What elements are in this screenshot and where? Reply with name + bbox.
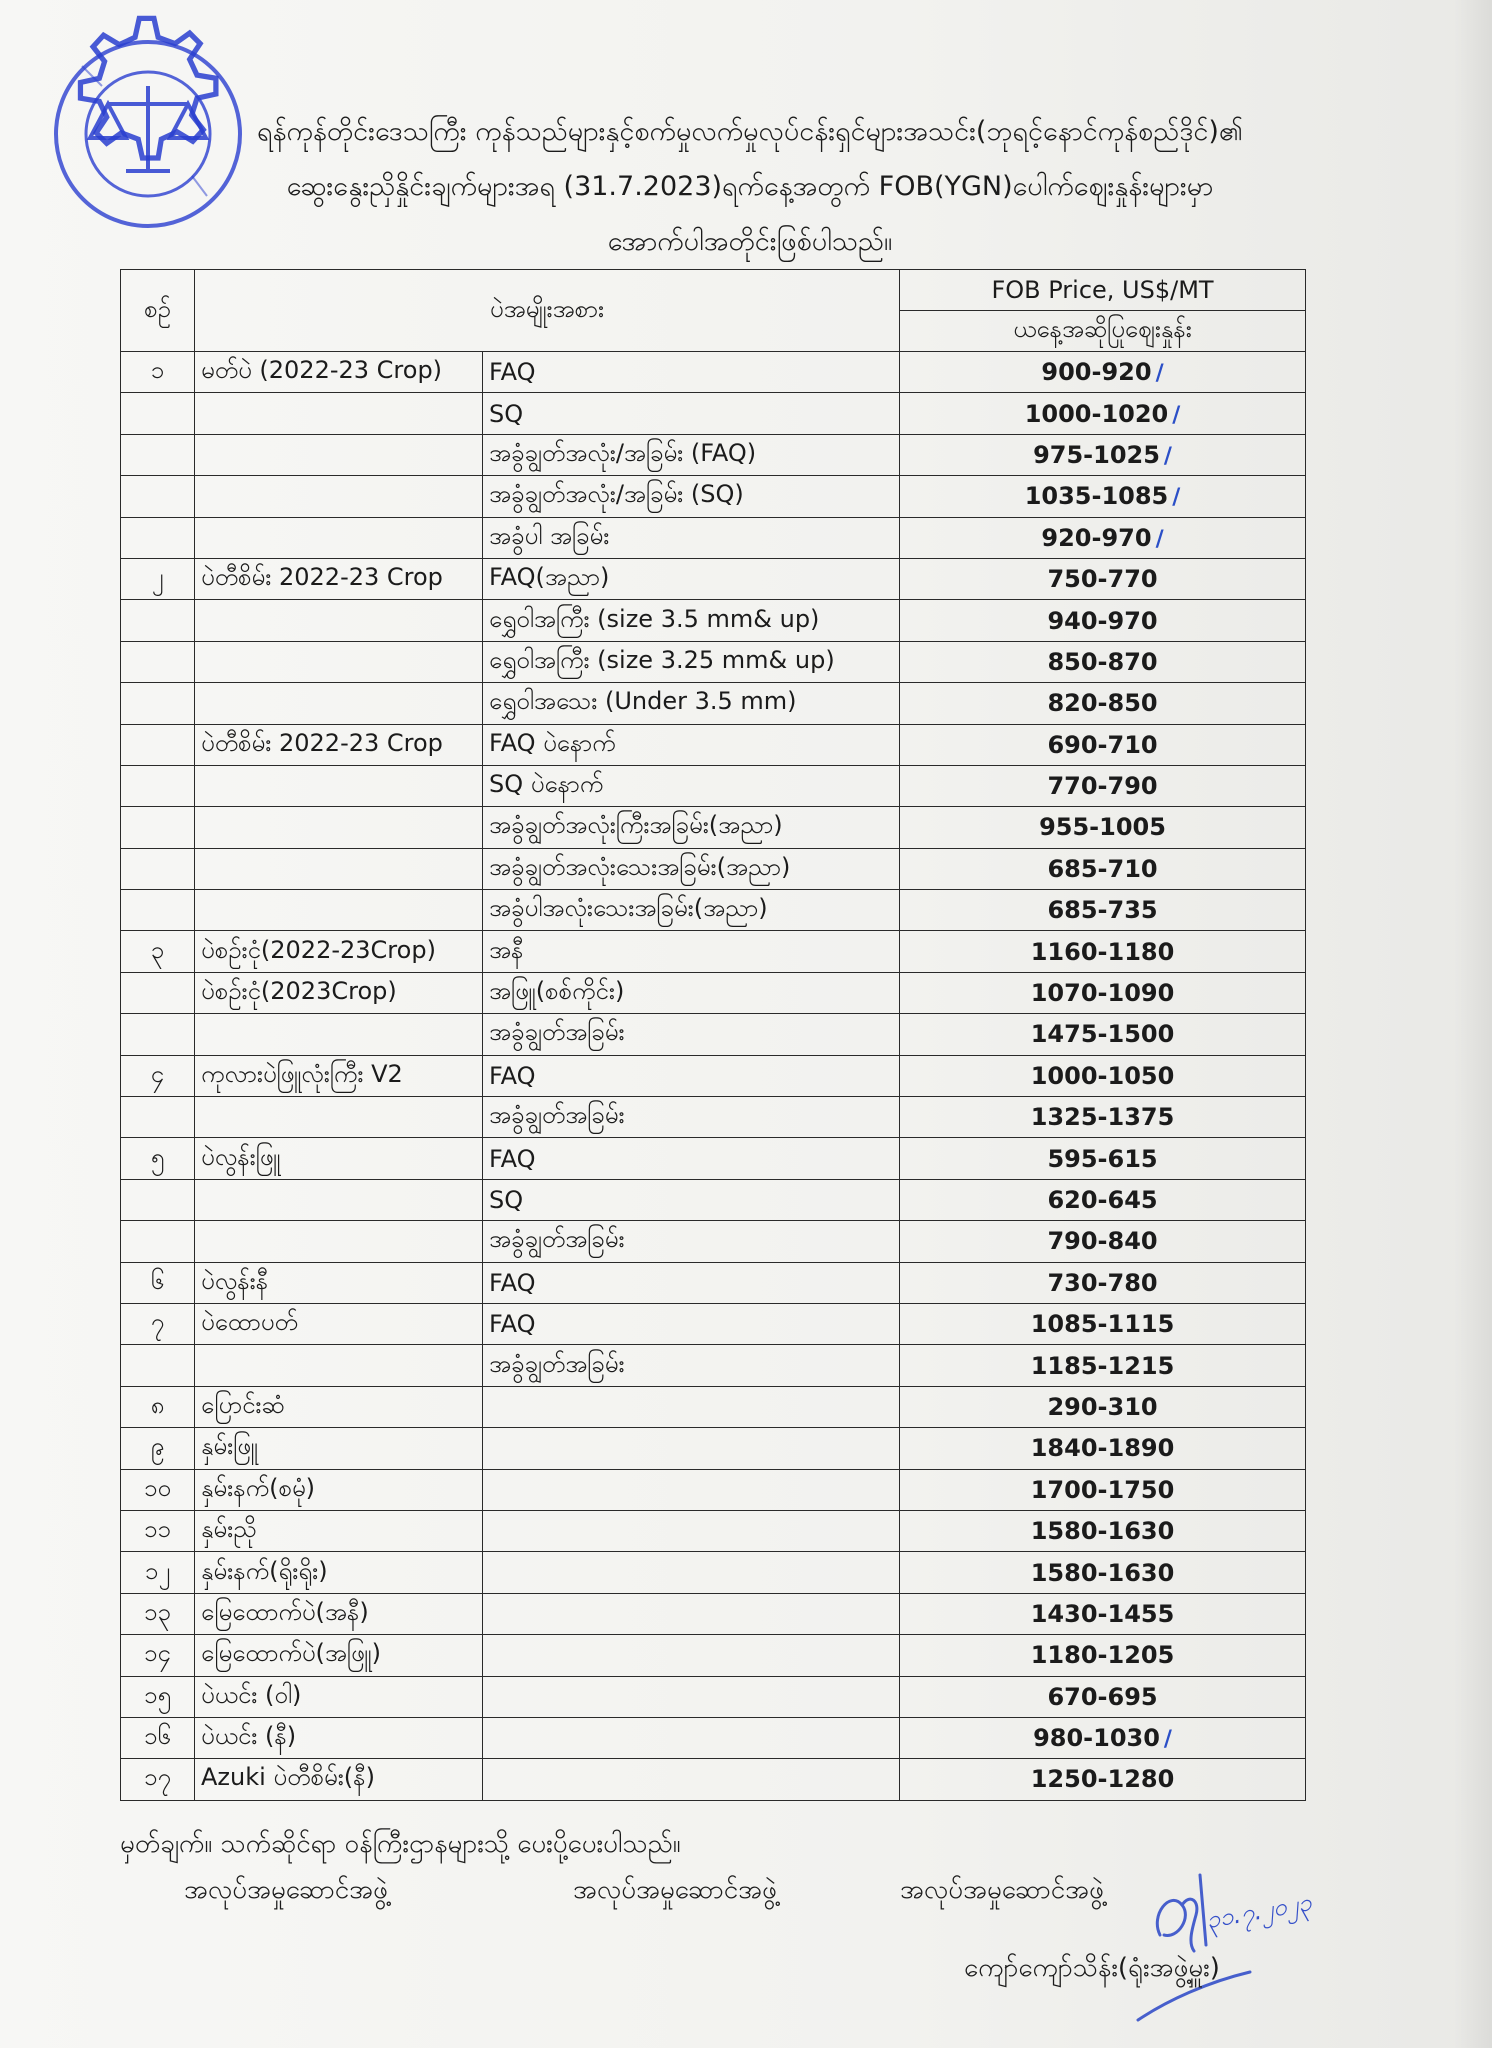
- table-row: [121, 517, 1306, 558]
- row-grade: FAQ: [483, 352, 900, 393]
- row-item: [195, 1221, 483, 1262]
- document-header: [120, 104, 1380, 269]
- row-price-cell: [900, 807, 1306, 848]
- table-row: [121, 434, 1306, 475]
- row-number: ၄: [121, 1055, 195, 1096]
- row-price-cell: [900, 1179, 1306, 1220]
- row-number: ၁၆: [121, 1717, 195, 1758]
- row-grade: FAQ: [483, 1055, 900, 1096]
- row-number: ၅: [121, 1138, 195, 1179]
- row-price: 750-770: [1047, 565, 1158, 594]
- fob-price-table: [120, 269, 1306, 1801]
- table-body: [121, 352, 1306, 1801]
- row-item: ပဲစဉ်းငုံ(2022-23Crop): [195, 931, 483, 972]
- row-price: 290-310: [1047, 1392, 1158, 1421]
- row-price-cell: [900, 352, 1306, 393]
- table-row: [121, 1055, 1306, 1096]
- row-grade: အဖြူ(စစ်ကိုင်း): [483, 972, 900, 1013]
- row-number: [121, 434, 195, 475]
- row-number: ၁၃: [121, 1593, 195, 1634]
- row-number: ၁၀: [121, 1469, 195, 1510]
- row-price-cell: [900, 517, 1306, 558]
- row-price-cell: [900, 1469, 1306, 1510]
- table-row: [121, 848, 1306, 889]
- table-row: [121, 1345, 1306, 1386]
- row-number: ၁၂: [121, 1552, 195, 1593]
- table-row: [121, 1510, 1306, 1551]
- row-price-cell: [900, 641, 1306, 682]
- row-grade: အခွံချွတ်အခြမ်း: [483, 1345, 900, 1386]
- row-number: [121, 848, 195, 889]
- row-number: ၃: [121, 931, 195, 972]
- row-price: 685-735: [1047, 896, 1158, 925]
- row-grade: [483, 1469, 900, 1510]
- row-price: 1070-1090: [1030, 979, 1175, 1008]
- row-number: ၂: [121, 558, 195, 599]
- row-number: [121, 1097, 195, 1138]
- table-row: [121, 1428, 1306, 1469]
- row-price: 955-1005: [1039, 813, 1166, 842]
- table-row: [121, 1469, 1306, 1510]
- row-price-cell: [900, 1345, 1306, 1386]
- row-grade: [483, 1386, 900, 1427]
- row-number: ၇: [121, 1303, 195, 1344]
- table-row: [121, 558, 1306, 599]
- row-item: [195, 765, 483, 806]
- row-price: 1035-1085: [1024, 482, 1169, 511]
- row-price: 1840-1890: [1030, 1434, 1175, 1463]
- row-item: [195, 517, 483, 558]
- row-price: 790-840: [1047, 1227, 1158, 1256]
- table-row: [121, 724, 1306, 765]
- row-grade: SQ: [483, 393, 900, 434]
- row-item: [195, 641, 483, 682]
- row-item: [195, 1097, 483, 1138]
- row-price: 685-710: [1047, 854, 1158, 883]
- table-row: [121, 1386, 1306, 1427]
- table-row: [121, 1262, 1306, 1303]
- row-item: [195, 434, 483, 475]
- row-price-cell: [900, 1676, 1306, 1717]
- row-number: [121, 1014, 195, 1055]
- row-price-cell: [900, 434, 1306, 475]
- table-row: [121, 1138, 1306, 1179]
- column-header-price-sub: ယနေ့အဆိုပြုဈေးနှုန်း: [900, 311, 1306, 352]
- row-price-cell: [900, 1221, 1306, 1262]
- table-row: [121, 1014, 1306, 1055]
- row-price-cell: [900, 1097, 1306, 1138]
- row-grade: အခွံချွတ်အလုံးသေးအခြမ်း(အညာ): [483, 848, 900, 889]
- row-item: နှမ်းနက်(ရိုးရိုး): [195, 1552, 483, 1593]
- row-grade: FAQ(အညာ): [483, 558, 900, 599]
- column-header-item: ပဲအမျိုးအစား: [195, 270, 900, 352]
- row-item: [195, 1179, 483, 1220]
- check-mark-icon: /: [1172, 402, 1181, 428]
- row-number: [121, 890, 195, 931]
- row-item: နှမ်းညို: [195, 1510, 483, 1551]
- row-item: Azuki ပဲတီစိမ်း(နီ): [195, 1759, 483, 1800]
- row-item: [195, 393, 483, 434]
- row-number: [121, 1179, 195, 1220]
- row-price: 1180-1205: [1030, 1641, 1175, 1670]
- table-row: [121, 1179, 1306, 1220]
- row-number: [121, 724, 195, 765]
- row-price: 1000-1020: [1024, 399, 1169, 428]
- row-price-cell: [900, 1593, 1306, 1634]
- row-price-cell: [900, 1055, 1306, 1096]
- row-price-cell: [900, 890, 1306, 931]
- row-item: မတ်ပဲ (2022-23 Crop): [195, 352, 483, 393]
- row-item: [195, 476, 483, 517]
- row-grade: [483, 1593, 900, 1634]
- signature-label-3: အလုပ်အမှုဆောင်အဖွဲ့: [900, 1875, 1104, 1905]
- row-price: 1430-1455: [1030, 1599, 1175, 1628]
- row-number: [121, 683, 195, 724]
- row-item: ပဲစဉ်းငုံ(2023Crop): [195, 972, 483, 1013]
- row-grade: [483, 1510, 900, 1551]
- row-price: 1700-1750: [1030, 1475, 1175, 1504]
- table-row: [121, 1676, 1306, 1717]
- table-row: [121, 1759, 1306, 1800]
- row-grade: အခွံချွတ်အခြမ်း: [483, 1014, 900, 1055]
- row-price-cell: [900, 972, 1306, 1013]
- row-number: ၁: [121, 352, 195, 393]
- handwritten-date: ၃၁.၇.၂၀၂၃: [1204, 1888, 1314, 1935]
- row-price: 900-920: [1041, 358, 1152, 387]
- check-mark-icon: /: [1155, 361, 1164, 387]
- row-price-cell: [900, 765, 1306, 806]
- header-line-1: ရန်ကုန်တိုင်းဒေသကြီး ကုန်သည်များနှင့်စက်မှုလက်မှုလုပ်ငန်းရှင်များအသင်း(ဘုရင့်နောင်ကုန်စည်ဒိုင်)၏: [257, 116, 1243, 147]
- row-grade: SQ: [483, 1179, 900, 1220]
- table-row: [121, 931, 1306, 972]
- row-price: 850-870: [1047, 647, 1158, 676]
- signature-label-2: အလုပ်အမှုဆောင်အဖွဲ့: [573, 1875, 777, 1905]
- row-item: ပဲလွန်းဖြူ: [195, 1138, 483, 1179]
- row-grade: အခွံချွတ်အလုံး/အခြမ်း (SQ): [483, 476, 900, 517]
- row-price-cell: [900, 1262, 1306, 1303]
- table-row: [121, 1635, 1306, 1676]
- row-grade: [483, 1635, 900, 1676]
- row-price: 1580-1630: [1030, 1558, 1175, 1587]
- row-item: [195, 683, 483, 724]
- row-grade: အနီ: [483, 931, 900, 972]
- row-price: 770-790: [1047, 772, 1158, 801]
- row-grade: FAQ ပဲနောက်: [483, 724, 900, 765]
- row-price: 1085-1115: [1030, 1310, 1175, 1339]
- row-grade: အခွံချွတ်အလုံးကြီးအခြမ်း(အညာ): [483, 807, 900, 848]
- row-price: 1185-1215: [1030, 1351, 1175, 1380]
- row-price: 730-780: [1047, 1268, 1158, 1297]
- table-row: [121, 890, 1306, 931]
- row-price: 1250-1280: [1030, 1765, 1175, 1794]
- row-grade: FAQ: [483, 1138, 900, 1179]
- row-price-cell: [900, 558, 1306, 599]
- row-price: 940-970: [1047, 606, 1158, 635]
- row-number: ၆: [121, 1262, 195, 1303]
- table-row: [121, 1552, 1306, 1593]
- paper-edge-shadow: [1454, 0, 1492, 2048]
- row-price: 690-710: [1047, 730, 1158, 759]
- row-price-cell: [900, 1386, 1306, 1427]
- table-row: [121, 683, 1306, 724]
- row-number: [121, 1345, 195, 1386]
- row-item: [195, 1014, 483, 1055]
- row-number: [121, 476, 195, 517]
- table-row: [121, 1717, 1306, 1758]
- row-grade: ရွှေဝါအသေး (Under 3.5 mm): [483, 683, 900, 724]
- table-row: [121, 1303, 1306, 1344]
- row-item: ပဲထောပတ်: [195, 1303, 483, 1344]
- secretary-name: ကျော်ကျော်သိန်း(ရုံးအဖွဲ့မှူး): [964, 1953, 1220, 1983]
- table-row: [121, 1097, 1306, 1138]
- row-price-cell: [900, 683, 1306, 724]
- row-price-cell: [900, 1138, 1306, 1179]
- row-number: ၁၅: [121, 1676, 195, 1717]
- row-item: ပဲတီစိမ်း 2022-23 Crop: [195, 558, 483, 599]
- row-price: 1325-1375: [1030, 1103, 1175, 1132]
- handwritten-signature: [1120, 1845, 1350, 2035]
- row-price: 920-970: [1041, 523, 1152, 552]
- row-item: [195, 807, 483, 848]
- row-grade: [483, 1717, 900, 1758]
- row-grade: FAQ: [483, 1262, 900, 1303]
- row-price-cell: [900, 476, 1306, 517]
- row-price-cell: [900, 600, 1306, 641]
- row-price-cell: [900, 1510, 1306, 1551]
- row-item: ပဲယင်း (ဝါ): [195, 1676, 483, 1717]
- row-number: ၉: [121, 1428, 195, 1469]
- row-item: [195, 1345, 483, 1386]
- row-number: ၁၇: [121, 1759, 195, 1800]
- row-grade: အခွံချွတ်အလုံး/အခြမ်း (FAQ): [483, 434, 900, 475]
- row-grade: ရွှေဝါအကြီး (size 3.5 mm& up): [483, 600, 900, 641]
- table-row: [121, 476, 1306, 517]
- row-grade: FAQ: [483, 1303, 900, 1344]
- row-item: ကုလားပဲဖြူလုံးကြီး V2: [195, 1055, 483, 1096]
- row-price: 1000-1050: [1030, 1061, 1175, 1090]
- table-row: [121, 972, 1306, 1013]
- row-number: [121, 807, 195, 848]
- row-grade: [483, 1759, 900, 1800]
- row-number: [121, 765, 195, 806]
- row-number: [121, 393, 195, 434]
- row-price-cell: [900, 724, 1306, 765]
- row-item: ပြောင်းဆံ: [195, 1386, 483, 1427]
- table-row: [121, 1593, 1306, 1634]
- row-price-cell: [900, 1717, 1306, 1758]
- column-header-price: FOB Price, US$/MT: [900, 270, 1306, 311]
- row-item: ပဲယင်း (နီ): [195, 1717, 483, 1758]
- row-grade: အခွံချွတ်အခြမ်း: [483, 1221, 900, 1262]
- column-header-no: စဉ်: [121, 270, 195, 352]
- check-mark-icon: /: [1163, 443, 1172, 469]
- row-number: [121, 972, 195, 1013]
- row-grade: SQ ပဲနောက်: [483, 765, 900, 806]
- row-grade: အခွံပါ အခြမ်း: [483, 517, 900, 558]
- row-item: [195, 890, 483, 931]
- row-price-cell: [900, 393, 1306, 434]
- table-row: [121, 1221, 1306, 1262]
- signature-label-1: အလုပ်အမှုဆောင်အဖွဲ့: [184, 1875, 388, 1905]
- check-mark-icon: /: [1163, 1727, 1172, 1753]
- row-price-cell: [900, 931, 1306, 972]
- row-grade: အခွံပါအလုံးသေးအခြမ်း(အညာ): [483, 890, 900, 931]
- row-item: ပဲတီစိမ်း 2022-23 Crop: [195, 724, 483, 765]
- row-item: မြေထောက်ပဲ(အဖြူ): [195, 1635, 483, 1676]
- row-grade: ရွှေဝါအကြီး (size 3.25 mm& up): [483, 641, 900, 682]
- row-price: 620-645: [1047, 1186, 1158, 1214]
- table-row: [121, 600, 1306, 641]
- check-mark-icon: /: [1172, 485, 1181, 511]
- header-line-3: အောက်ပါအတိုင်းဖြစ်ပါသည်။: [607, 226, 893, 257]
- row-number: [121, 517, 195, 558]
- header-line-2: ဆွေးနွေးညှိနှိုင်းချက်များအရ (31.7.2023)ရက်နေ့အတွက် FOB(YGN)ပေါက်ဈေးနှုန်းများမှာ: [286, 171, 1214, 202]
- row-number: [121, 1221, 195, 1262]
- row-item: နှမ်းဖြူ: [195, 1428, 483, 1469]
- row-price: 980-1030: [1033, 1724, 1160, 1753]
- row-item: [195, 848, 483, 889]
- row-price-cell: [900, 1635, 1306, 1676]
- row-price-cell: [900, 1303, 1306, 1344]
- row-price-cell: [900, 848, 1306, 889]
- check-mark-icon: /: [1155, 526, 1164, 552]
- row-grade: [483, 1676, 900, 1717]
- row-number: [121, 600, 195, 641]
- table-row: [121, 765, 1306, 806]
- row-item: [195, 600, 483, 641]
- row-number: ၁၁: [121, 1510, 195, 1551]
- row-number: ၁၄: [121, 1635, 195, 1676]
- row-price: 670-695: [1047, 1682, 1158, 1711]
- table-row: [121, 393, 1306, 434]
- row-price: 975-1025: [1033, 440, 1160, 469]
- table-row: [121, 352, 1306, 393]
- row-price: 1160-1180: [1030, 937, 1175, 966]
- row-price: 595-615: [1047, 1144, 1158, 1173]
- row-price: 1580-1630: [1030, 1517, 1175, 1546]
- row-price-cell: [900, 1552, 1306, 1593]
- row-item: ပဲလွန်းနီ: [195, 1262, 483, 1303]
- row-price-cell: [900, 1759, 1306, 1800]
- row-grade: အခွံချွတ်အခြမ်း: [483, 1097, 900, 1138]
- row-number: [121, 641, 195, 682]
- row-price: 820-850: [1047, 689, 1158, 718]
- row-item: နှမ်းနက်(စမုံ): [195, 1469, 483, 1510]
- table-row: [121, 807, 1306, 848]
- row-price-cell: [900, 1428, 1306, 1469]
- row-price: 1475-1500: [1030, 1020, 1175, 1049]
- row-grade: [483, 1552, 900, 1593]
- footer-note: မှတ်ချက်။ သက်ဆိုင်ရာ ဝန်ကြီးဌာနများသို့ ပေးပို့ပေးပါသည်။: [120, 1829, 681, 1859]
- row-grade: [483, 1428, 900, 1469]
- row-number: ၈: [121, 1386, 195, 1427]
- row-item: မြေထောက်ပဲ(အနီ): [195, 1593, 483, 1634]
- table-row: [121, 641, 1306, 682]
- row-price-cell: [900, 1014, 1306, 1055]
